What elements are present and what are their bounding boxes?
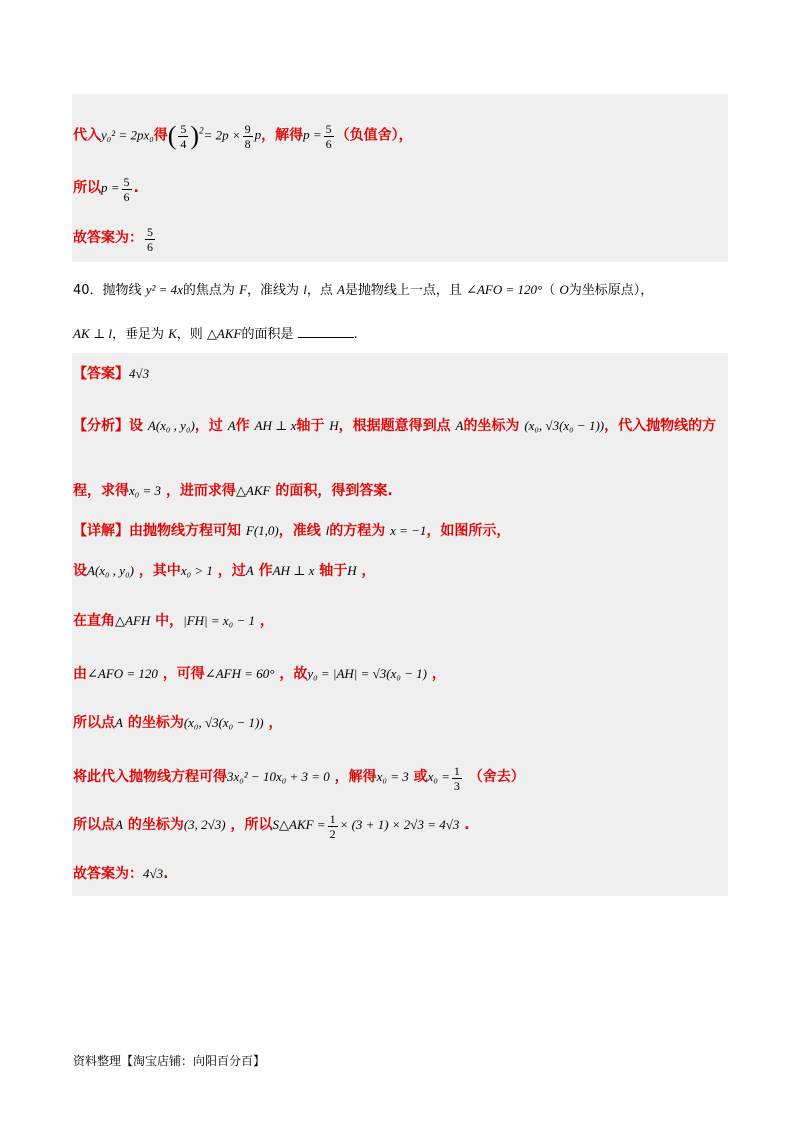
detail-line-4: 由∠AFO = 120 ，可得∠AFH = 60° ，故y₀ = |AH| = √3(x₀ − 1) ， xyxy=(73,666,446,682)
detail-line-6: 将此代入抛物线方程可得3x₀² − 10x₀ + 3 = 0 ，解得x₀ = 3 或x₀ = $\frac{1}{3}$ （舍去） xyxy=(73,763,525,793)
detail-line-8: 故答案为：4√3. xyxy=(73,866,169,882)
prev-line-2: 所以p = $\frac{5}{6}$ . xyxy=(73,174,139,204)
detail-line-2: 设A(x₀ , y₀) ，其中x₀ > 1 ，过A 作AH ⊥ x 轴于H ， xyxy=(73,563,376,579)
analysis-line-2: 程，求得x₀ = 3 ，进而求得△AKF 的面积，得到答案. xyxy=(73,483,393,499)
question-line-2: AK ⊥ l，垂足为 K，则 △AKF的面积是 . xyxy=(73,326,358,342)
answer-line: 【答案】4√3 xyxy=(73,366,150,382)
detail-line-1: 【详解】由抛物线方程可知 F(1,0)，准线 l的方程为 x = −1，如图所示， xyxy=(73,523,511,539)
detail-line-7: 所以点A 的坐标为(3, 2√3) ，所以S△AKF = $\frac{1}{2}$ × (3 + 1) × 2√3 = 4√3 . xyxy=(73,811,470,841)
footer-source: 资料整理【淘宝店铺：向阳百分百】 xyxy=(73,1054,266,1068)
prev-line-1: 代入y₀² = 2px₀得( $\frac{5}{4}$ )$^2$= 2p × $\frac{9}{8}$ p，解得p = $\frac{5}{6}$ （负值舍）， xyxy=(73,121,413,151)
analysis-line-1: 【分析】设 A(x₀ , y₀)，过 A作 AH ⊥ x轴于 H，根据题意得到点 A的坐标为 (x₀, √3(x₀ − 1))，代入抛物线的方 xyxy=(73,418,717,434)
question-line-1: 40．抛物线 y² = 4x的焦点为 F，准线为 l，点 A是抛物线上一点，且 ∠AFO = 120°（ O为坐标原点）， xyxy=(73,282,654,298)
prev-line-3: 故答案为： $\frac{5}{6}$ xyxy=(73,224,153,254)
answer-blank[interactable] xyxy=(298,325,354,338)
detail-line-3: 在直角△AFH 中，|FH| = x₀ − 1 ， xyxy=(73,613,274,629)
detail-line-5: 所以点A 的坐标为(x₀, √3(x₀ − 1)) ， xyxy=(73,715,283,731)
